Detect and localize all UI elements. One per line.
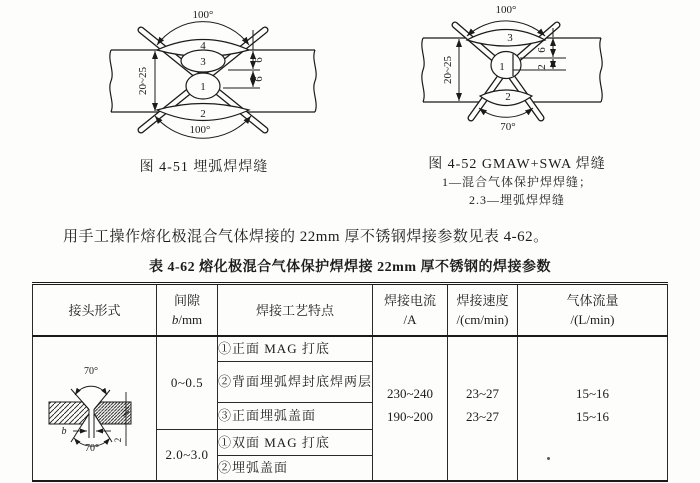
header-current xyxy=(373,284,448,337)
header-speed xyxy=(448,284,518,337)
gap-value-group1: 0~0.5 xyxy=(157,336,218,429)
process-step: ③正面埋弧盖面 xyxy=(218,402,373,429)
joint-form-diagram xyxy=(34,360,156,458)
pass-label: 4 xyxy=(200,40,206,52)
header-flow xyxy=(518,284,668,337)
table-row xyxy=(33,336,668,361)
current-value: 230~240 xyxy=(386,385,434,401)
header-row xyxy=(33,284,668,337)
header-text: 接头形式 xyxy=(68,302,121,318)
joint-plates xyxy=(49,402,131,424)
dim-label: 6 xyxy=(253,57,265,63)
flow-values xyxy=(518,336,668,481)
flow-value: 15~16 xyxy=(575,408,610,424)
header-text: 焊接电流 xyxy=(383,293,436,308)
dim-label: 6 xyxy=(253,76,265,82)
figure-4-52-legend-line1: 1—混合气体保护焊焊缝； xyxy=(441,175,592,189)
thickness-label: 20~25 xyxy=(442,56,454,84)
header-process xyxy=(218,284,373,337)
process-step: ②埋弧盖面 xyxy=(218,455,373,481)
thickness-label: 20~25 xyxy=(137,67,149,95)
angle-label: 70° xyxy=(84,442,99,454)
root-face-label: 2 xyxy=(112,437,123,442)
figure-4-51-caption: 图 4-51 埋弧焊焊缝 xyxy=(139,160,269,175)
header-text: 焊接速度 xyxy=(456,293,509,308)
angle-label: 100° xyxy=(192,9,214,21)
angle-label: 100° xyxy=(189,124,211,136)
speed-value: 23~27 xyxy=(465,408,500,424)
joint-form-diagram-cell xyxy=(33,336,157,481)
dim-label: 2 xyxy=(536,64,548,70)
process-step: ②背面埋弧焊封底焊两层 xyxy=(218,361,373,402)
pass-label: 3 xyxy=(200,56,206,68)
header-unit xyxy=(157,310,217,329)
figure-4-51 xyxy=(78,5,330,176)
figure-4-51-diagram xyxy=(78,5,330,145)
process-step: ①正面 MAG 打底 xyxy=(218,336,373,361)
print-speck xyxy=(547,457,550,460)
speed-values xyxy=(448,336,518,481)
figure-4-52-legend-line2: 2.3—埋弧焊焊缝 xyxy=(468,193,565,207)
table-title: 表 4-62 熔化极混合气体保护焊焊接 22mm 厚不锈钢的焊接参数 xyxy=(149,260,551,275)
flow-value: 15~16 xyxy=(575,385,610,401)
figure-4-52-diagram xyxy=(396,0,638,142)
current-value: 190~200 xyxy=(386,408,434,424)
welding-parameters-table xyxy=(32,282,668,482)
angle-label: 70° xyxy=(500,121,516,133)
header-gap xyxy=(157,284,218,337)
angle-label: 100° xyxy=(495,4,517,16)
header-unit: /(cm/min) xyxy=(456,312,509,327)
header-joint-form xyxy=(33,284,157,337)
body-paragraph: 用手工操作熔化极混合气体焊接的 22mm 厚不锈钢焊接参数见表 4-62。 xyxy=(63,229,549,245)
gap-label: b xyxy=(61,425,66,437)
pass-label: 1 xyxy=(499,61,505,73)
pass-label: 2 xyxy=(505,91,511,103)
pass-label: 2 xyxy=(200,108,206,120)
gap-unit: /mm xyxy=(178,312,203,327)
gap-value-group2: 2.0~3.0 xyxy=(157,429,218,481)
pass-label: 1 xyxy=(200,81,206,93)
dim-label: 6 xyxy=(536,47,548,53)
current-values xyxy=(373,336,448,481)
figure-4-52-caption: 图 4-52 GMAW+SWA 焊缝 xyxy=(428,157,606,172)
gap-variable: b xyxy=(171,312,179,327)
header-unit: /(L/min) xyxy=(570,312,615,327)
pass-label: 3 xyxy=(507,32,513,44)
header-unit: /A xyxy=(403,312,417,327)
header-text: 间隙 xyxy=(173,293,200,308)
angle-label: 70° xyxy=(83,365,98,377)
header-text: 气体流量 xyxy=(566,293,619,308)
header-text: 焊接工艺特点 xyxy=(255,302,334,318)
speed-value: 23~27 xyxy=(465,385,500,401)
process-step: ①双面 MAG 打底 xyxy=(218,429,373,455)
figure-4-52 xyxy=(396,0,638,209)
